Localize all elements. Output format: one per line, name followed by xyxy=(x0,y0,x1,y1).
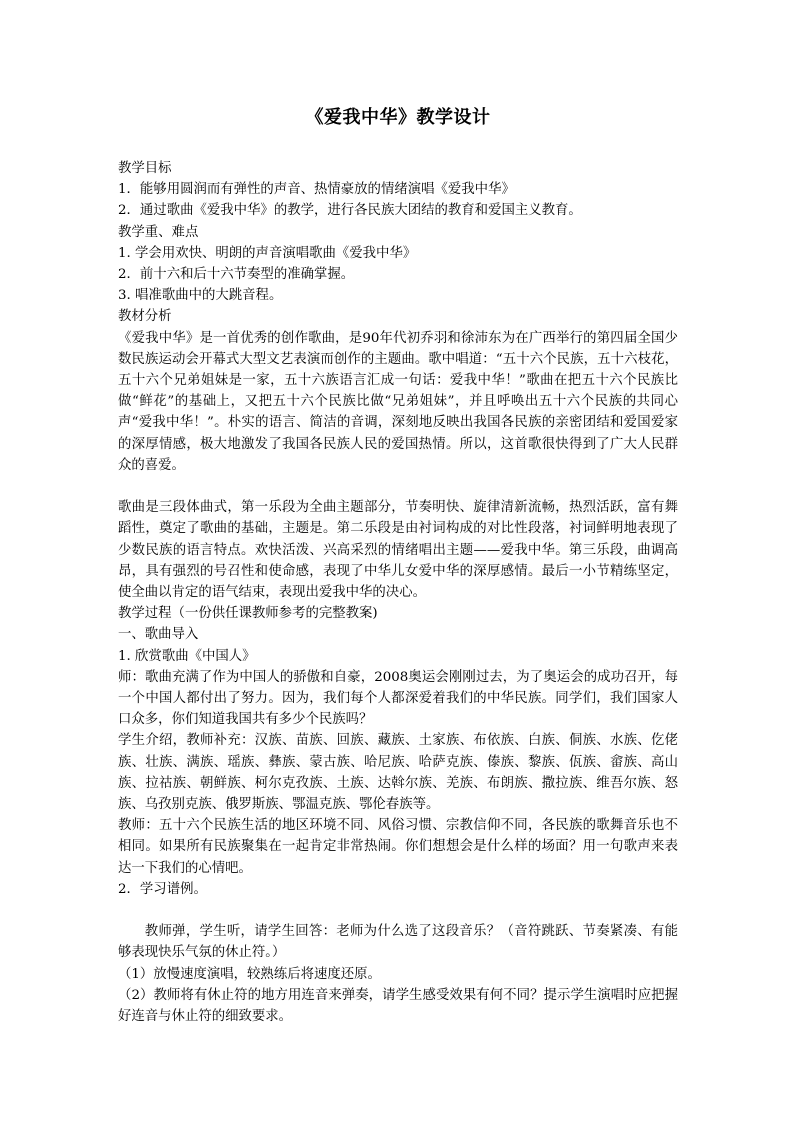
goals-heading: 教学目标 xyxy=(118,161,172,176)
key-point-item: 2．前十六和后十六节奏型的准确掌握。 xyxy=(118,267,355,283)
analysis-paragraph-1: 《爱我中华》是一首优秀的创作歌曲，是90年代初乔羽和徐沛东为在广西举行的第四届全国少数民族运动会开幕式大型文艺表演而创作的主题曲。歌中唱道：“五十六个民族，五十六枝花，五十六个兄弟姐妹是一家，五十六族语言汇成一句话：爱我中华！”歌曲在把五十六个民族比做“鲜花”的基础上，又把五十六个民族比做“兄弟姐妹”，并且呼唤出五十六个民族的共同心声“爱我中华！”。朴实的语言、简洁的音调，深刻地反映出我国各民族的亲密团结和爱国爱家的深厚情感，极大地激发了我国各民族人民的爱国热情。所以，这首歌很快得到了广大人民群众的喜爱。 xyxy=(118,330,678,473)
key-points-heading: 教学重、难点 xyxy=(118,224,199,240)
teacher-paragraph-1: 师：歌曲充满了作为中国人的骄傲和自豪，2008奥运会刚刚过去，为了奥运会的成功召开，每一个中国人都付出了努力。因为，我们每个人都深爱着我们的中华民族。同学们，我们国家人口众多，你们知道我国共有多少个民族吗？ xyxy=(118,669,678,728)
goal-item: 2．通过歌曲《爱我中华》的教学，进行各民族大团结的教育和爱国主义教育。 xyxy=(118,203,582,219)
step-1: 1. 欣赏歌曲《中国人》 xyxy=(118,648,256,664)
step-2: 2．学习谱例。 xyxy=(118,881,207,897)
blank-line xyxy=(118,476,678,497)
sub-step-2: （2）教师将有休止符的地方用连音来弹奏，请学生感受效果有何不同？提示学生演唱时应把握好连音与休止符的细致要求。 xyxy=(118,987,678,1025)
key-point-item: 1. 学会用欢快、明朗的声音演唱歌曲《爱我中华》 xyxy=(118,245,417,261)
section-heading: 一、歌曲导入 xyxy=(118,627,199,643)
goal-item: 1．能够用圆润而有弹性的声音、热情豪放的情绪演唱《爱我中华》 xyxy=(118,182,515,198)
sub-step-1: （1）放慢速度演唱，较熟练后将速度还原。 xyxy=(118,966,381,982)
play-paragraph: 教师弹，学生听，请学生回答：老师为什么选了这段音乐？（音符跳跃、节奏紧凑、有能够表现快乐气氛的休止符。） xyxy=(118,924,678,961)
document-page xyxy=(118,104,678,1027)
blank-line xyxy=(118,900,678,921)
process-heading: 教学过程（一份供任课教师参考的完整教案) xyxy=(118,606,378,622)
document-title: 《爱我中华》教学设计 xyxy=(305,107,491,128)
analysis-paragraph-2: 歌曲是三段体曲式，第一乐段为全曲主题部分，节奏明快、旋律清新流畅，热烈活跃，富有舞蹈性，奠定了歌曲的基础，主题是。第二乐段是由衬词构成的对比性段落，衬词鲜明地表现了少数民族的语言特点。欢快活泼、兴高采烈的情绪唱出主题——爱我中华。第三乐段，曲调高昂，具有强烈的号召性和使命感，表现了中华儿女爱中华的深厚感情。最后一小节精练坚定，使全曲以肯定的语气结束，表现出爱我中华的决心。 xyxy=(118,500,678,601)
key-point-item: 3. 唱准歌曲中的大跳音程。 xyxy=(118,288,283,304)
analysis-heading: 教材分析 xyxy=(118,309,172,325)
students-paragraph: 学生介绍，教师补充：汉族、苗族、回族、藏族、土家族、布依族、白族、侗族、水族、仡佬族、壮族、满族、瑶族、彝族、蒙古族、哈尼族、哈萨克族、傣族、黎族、佤族、畲族、高山族、拉祜族、朝鲜族、柯尔克孜族、土族、达斡尔族、羌族、布朗族、撒拉族、维吾尔族、怒族、乌孜别克族、俄罗斯族、鄂温克族、鄂伦春族等。 xyxy=(118,733,678,813)
teacher-paragraph-2: 教师：五十六个民族生活的地区环境不同、风俗习惯、宗教信仰不同，各民族的歌舞音乐也不相同。如果所有民族聚集在一起肯定非常热闹。你们想想会是什么样的场面？用一句歌声来表达一下我们的心情吧。 xyxy=(118,818,678,876)
